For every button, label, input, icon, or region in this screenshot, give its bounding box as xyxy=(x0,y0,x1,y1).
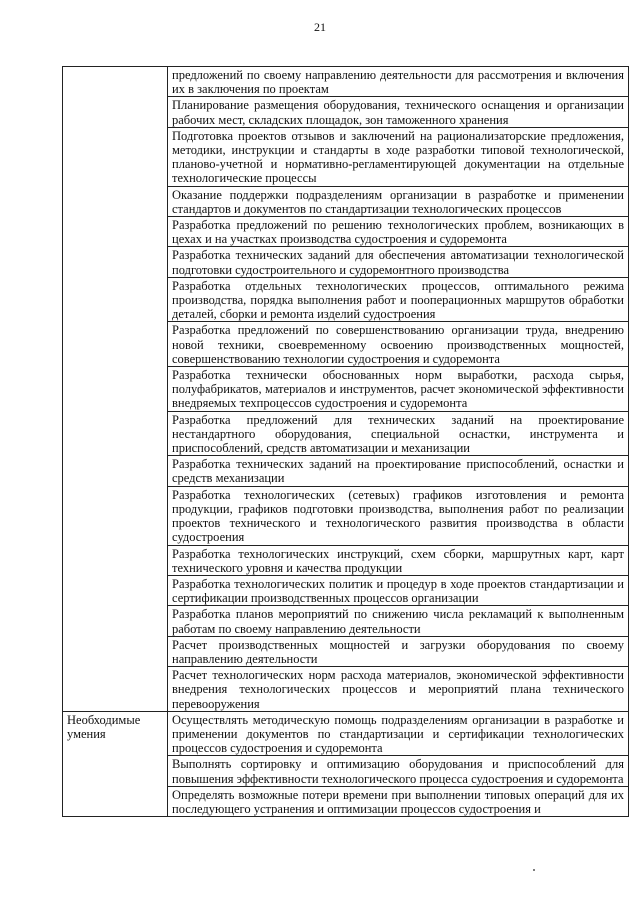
table-cell xyxy=(168,217,629,247)
functions-item-text: Планирование размещения оборудования, технического оснащения и организации рабочих мест, складских площадок, зон таможенного хранения xyxy=(172,98,624,127)
functions-item-text: Разработка технологических (сетевых) графиков изготовления и ремонта продукции, графиков подготовки производства, выполнения работ по реализации проектов технического и технологического развития производства в области судостроения xyxy=(172,487,624,545)
functions-item-text: Расчет производственных мощностей и загрузки оборудования по своему направлению деятельности xyxy=(172,637,624,666)
functions-item-text: Расчет технологических норм расхода материалов, экономической эффективности внедрения технологических процессов и мероприятий плана технического перевооружения xyxy=(172,668,624,711)
table-row xyxy=(63,711,629,756)
table-cell xyxy=(168,545,629,575)
functions-item-text: Подготовка проектов отзывов и заключений на рационализаторские предложения, методики, инструкции и стандарты в ходе разработки типовой технологической, планово-учетной и нормативно-регламентирующей документации на отдельные технологические процессы xyxy=(172,128,624,186)
table-cell xyxy=(168,127,629,186)
skills-label-cell xyxy=(63,711,168,816)
table-cell xyxy=(168,786,629,816)
functions-item-text: Разработка технических заданий на проектирование приспособлений, оснастки и средств механизации xyxy=(172,457,624,486)
table-cell xyxy=(168,247,629,277)
functions-item-text: Разработка технологических политик и процедур в ходе проектов стандартизации и сертификации производственных процессов организации xyxy=(172,576,624,606)
table-cell xyxy=(168,67,629,97)
table-row xyxy=(63,67,629,97)
functions-item-text: Разработка технических заданий для обеспечения автоматизации технологической подготовки судостроительного и судоремонтного производства xyxy=(172,248,624,277)
functions-item-text: Разработка технологических инструкций, схем сборки, маршрутных карт, карт технического уровня и качества продукции xyxy=(172,546,624,575)
table-cell xyxy=(168,636,629,666)
functions-item-text: Разработка предложений для технических заданий на проектирование нестандартного оборудования, специальной оснастки, инструмента и приспособлений, средств автоматизации и механизации xyxy=(172,412,624,456)
page-number: 21 xyxy=(314,20,326,34)
functions-item-text: Разработка предложений по совершенствованию организации труда, внедрению новой техники, своевременному освоению производственных мощностей, совершенствованию технологии судостроения и судоремонта xyxy=(172,323,624,366)
scan-speck xyxy=(533,869,535,871)
table-cell xyxy=(168,411,629,456)
table-cell xyxy=(168,367,629,412)
functions-item-text: Разработка планов мероприятий по снижению числа рекламаций к выполненным работам по своему направлению деятельности xyxy=(172,607,624,636)
functions-label-cell xyxy=(63,67,168,712)
table-cell xyxy=(168,756,629,786)
table-cell xyxy=(168,606,629,636)
table-cell xyxy=(168,456,629,486)
table-cell xyxy=(168,277,629,322)
functions-item-text: Разработка предложений по решению технологических проблем, возникающих в цехах и на участках производства судостроения и судоремонта xyxy=(172,218,624,247)
functions-item-text: предложений по своему направлению деятельности для рассмотрения и включения их в заключения по проектам xyxy=(172,68,624,97)
table-cell xyxy=(168,322,629,367)
skills-item-text: Выполнять сортировку и оптимизацию оборудования и приспособлений для повышения эффективности технологического процесса судостроения и судоремонта xyxy=(172,757,624,786)
skills-label: Необходимые умения xyxy=(67,712,141,741)
functions-item-text: Оказание поддержки подразделениям организации в разработке и применении стандартов и документов по стандартизации технологических процессов xyxy=(172,187,624,216)
functions-item-text: Разработка отдельных технологических процессов, оптимального режима производства, порядка выполнения работ и пооперационных маршрутов обработки деталей, сборки и ремонта изделий судостроения xyxy=(172,278,624,322)
skills-item-text: Определять возможные потери времени при выполнении типовых операций для их последующего устранения и оптимизации процессов судостроения и xyxy=(172,787,624,816)
table-cell xyxy=(168,486,629,545)
skills-item-text: Осуществлять методическую помощь подразделениям организации в разработке и применении документов по стандартизации и сертификации технологических процессов судостроения и судоремонта xyxy=(172,712,624,756)
table-cell xyxy=(168,97,629,127)
table-cell xyxy=(168,667,629,712)
table-cell xyxy=(168,711,629,756)
table-cell xyxy=(168,186,629,216)
functions-item-text: Разработка технически обоснованных норм выработки, расхода сырья, полуфабрикатов, материалов и инструментов, расчет экономической эффективности внедряемых техпроцессов судостроения и судоремонта xyxy=(172,368,624,411)
table-cell xyxy=(168,575,629,605)
requirements-table xyxy=(62,66,629,817)
